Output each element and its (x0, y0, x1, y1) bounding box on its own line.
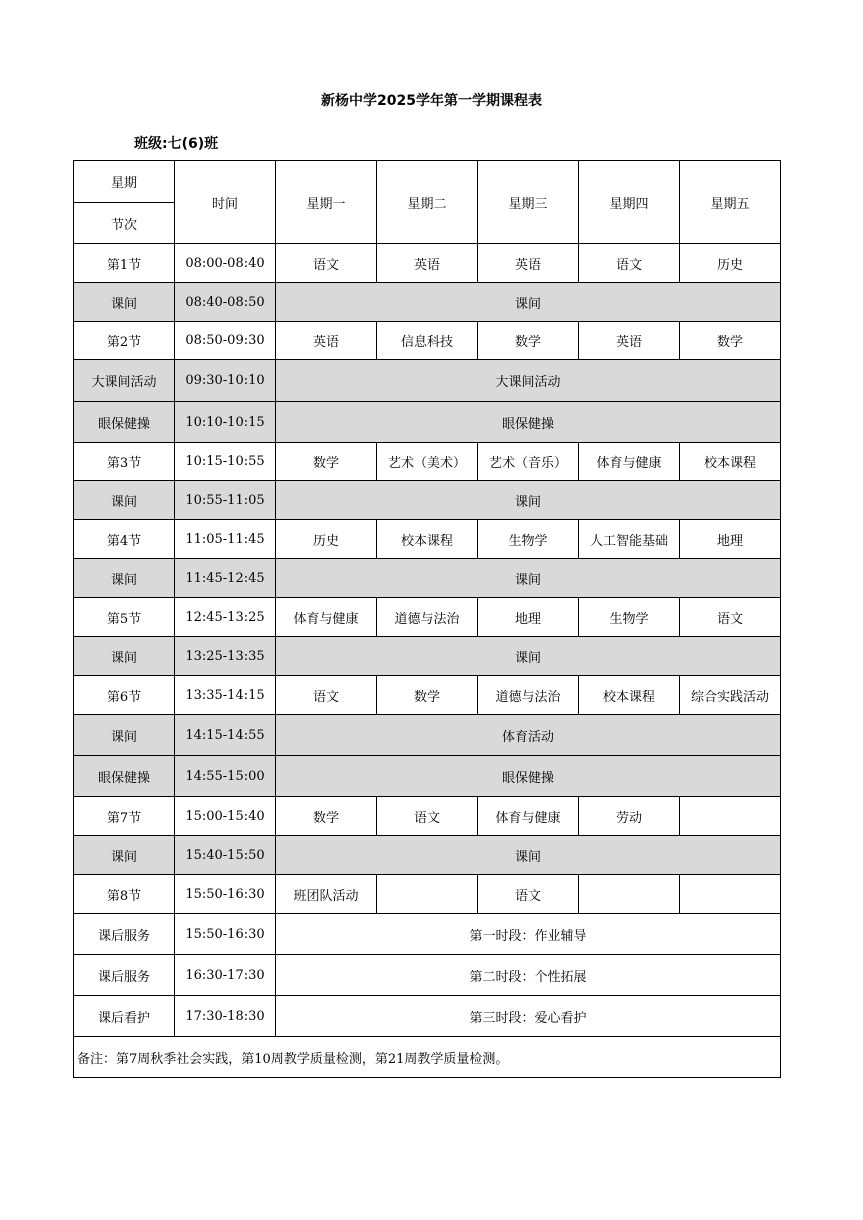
period-name: 课后服务 (74, 955, 175, 996)
subject-cell: 数学 (276, 797, 377, 836)
period-name: 课间 (74, 481, 175, 520)
class-label: 班级:七(6)班 (134, 136, 219, 152)
subject-cell: 历史 (276, 520, 377, 559)
break-row (74, 637, 781, 676)
period-row (74, 244, 781, 283)
period-row (74, 443, 781, 481)
subject-cell: 数学 (478, 322, 579, 360)
span-activity: 课间 (276, 637, 781, 676)
subject-cell: 道德与法治 (377, 598, 478, 637)
span-activity: 第二时段：个性拓展 (276, 955, 781, 996)
subject-cell: 地理 (478, 598, 579, 637)
span-activity: 课间 (276, 481, 781, 520)
period-row (74, 875, 781, 914)
span-activity: 眼保健操 (276, 756, 781, 797)
period-row (74, 676, 781, 715)
span-activity: 第三时段：爱心看护 (276, 996, 781, 1037)
day-header: 星期一 (276, 161, 377, 244)
period-time: 15:40-15:50 (175, 836, 276, 875)
period-name: 第8节 (74, 875, 175, 914)
period-time: 08:40-08:50 (175, 283, 276, 322)
period-time: 15:50-16:30 (175, 875, 276, 914)
span-activity: 体育活动 (276, 715, 781, 756)
period-name: 课间 (74, 559, 175, 598)
subject-cell: 语文 (377, 797, 478, 836)
period-name: 课后看护 (74, 996, 175, 1037)
period-time: 10:15-10:55 (175, 443, 276, 481)
subject-cell: 劳动 (579, 797, 680, 836)
subject-cell: 语文 (478, 875, 579, 914)
subject-cell: 校本课程 (377, 520, 478, 559)
subject-cell: 地理 (680, 520, 781, 559)
period-header: 节次 (74, 203, 175, 244)
subject-cell: 信息科技 (377, 322, 478, 360)
subject-cell: 英语 (377, 244, 478, 283)
subject-cell: 语文 (680, 598, 781, 637)
subject-cell: 数学 (276, 443, 377, 481)
break-row (74, 715, 781, 756)
subject-cell: 数学 (680, 322, 781, 360)
period-time: 14:15-14:55 (175, 715, 276, 756)
subject-cell: 体育与健康 (478, 797, 579, 836)
period-time: 16:30-17:30 (175, 955, 276, 996)
period-name: 眼保健操 (74, 756, 175, 797)
subject-cell: 语文 (276, 244, 377, 283)
subject-cell: 语文 (276, 676, 377, 715)
span-activity: 大课间活动 (276, 360, 781, 402)
period-name: 眼保健操 (74, 402, 175, 443)
period-time: 17:30-18:30 (175, 996, 276, 1037)
note-row (74, 1037, 781, 1078)
period-time: 10:55-11:05 (175, 481, 276, 520)
period-time: 09:30-10:10 (175, 360, 276, 402)
period-time: 13:35-14:15 (175, 676, 276, 715)
span-activity: 眼保健操 (276, 402, 781, 443)
subject-cell: 综合实践活动 (680, 676, 781, 715)
break-row (74, 756, 781, 797)
subject-cell: 生物学 (478, 520, 579, 559)
period-time: 10:10-10:15 (175, 402, 276, 443)
period-name: 课间 (74, 637, 175, 676)
subject-cell: 人工智能基础 (579, 520, 680, 559)
subject-cell: 历史 (680, 244, 781, 283)
subject-cell: 英语 (579, 322, 680, 360)
span-activity: 课间 (276, 559, 781, 598)
span-activity: 第一时段：作业辅导 (276, 914, 781, 955)
period-name: 课后服务 (74, 914, 175, 955)
period-row (74, 520, 781, 559)
subject-cell: 校本课程 (579, 676, 680, 715)
note: 备注：第7周秋季社会实践，第10周教学质量检测，第21周教学质量检测。 (74, 1037, 781, 1078)
period-name: 第7节 (74, 797, 175, 836)
period-time: 08:50-09:30 (175, 322, 276, 360)
break-row (74, 996, 781, 1037)
subject-cell (680, 875, 781, 914)
time-header: 时间 (175, 161, 276, 244)
schedule-table (73, 160, 781, 1078)
subject-cell: 英语 (478, 244, 579, 283)
subject-cell: 道德与法治 (478, 676, 579, 715)
subject-cell: 校本课程 (680, 443, 781, 481)
day-header: 星期二 (377, 161, 478, 244)
break-row (74, 955, 781, 996)
break-row (74, 402, 781, 443)
subject-cell: 班团队活动 (276, 875, 377, 914)
period-row (74, 797, 781, 836)
period-time: 11:05-11:45 (175, 520, 276, 559)
period-name: 第4节 (74, 520, 175, 559)
subject-cell: 英语 (276, 322, 377, 360)
subject-cell: 语文 (579, 244, 680, 283)
period-name: 第6节 (74, 676, 175, 715)
period-time: 08:00-08:40 (175, 244, 276, 283)
period-row (74, 322, 781, 360)
subject-cell: 体育与健康 (579, 443, 680, 481)
weekday-header: 星期 (74, 161, 175, 203)
day-header: 星期三 (478, 161, 579, 244)
break-row (74, 836, 781, 875)
day-header: 星期四 (579, 161, 680, 244)
break-row (74, 360, 781, 402)
subject-cell (377, 875, 478, 914)
period-time: 15:00-15:40 (175, 797, 276, 836)
period-time: 12:45-13:25 (175, 598, 276, 637)
span-activity: 课间 (276, 836, 781, 875)
subject-cell: 体育与健康 (276, 598, 377, 637)
period-name: 第1节 (74, 244, 175, 283)
subject-cell: 艺术（音乐） (478, 443, 579, 481)
period-time: 14:55-15:00 (175, 756, 276, 797)
subject-cell: 数学 (377, 676, 478, 715)
break-row (74, 559, 781, 598)
page-title: 新杨中学2025学年第一学期课程表 (321, 93, 542, 109)
subject-cell: 艺术（美术） (377, 443, 478, 481)
period-name: 大课间活动 (74, 360, 175, 402)
period-name: 课间 (74, 283, 175, 322)
period-name: 课间 (74, 836, 175, 875)
subject-cell: 生物学 (579, 598, 680, 637)
subject-cell (680, 797, 781, 836)
header-row (74, 161, 781, 203)
period-time: 15:50-16:30 (175, 914, 276, 955)
period-time: 11:45-12:45 (175, 559, 276, 598)
period-row (74, 598, 781, 637)
period-name: 第3节 (74, 443, 175, 481)
subject-cell (579, 875, 680, 914)
break-row (74, 283, 781, 322)
break-row (74, 481, 781, 520)
break-row (74, 914, 781, 955)
span-activity: 课间 (276, 283, 781, 322)
period-name: 课间 (74, 715, 175, 756)
period-time: 13:25-13:35 (175, 637, 276, 676)
period-name: 第5节 (74, 598, 175, 637)
period-name: 第2节 (74, 322, 175, 360)
day-header: 星期五 (680, 161, 781, 244)
